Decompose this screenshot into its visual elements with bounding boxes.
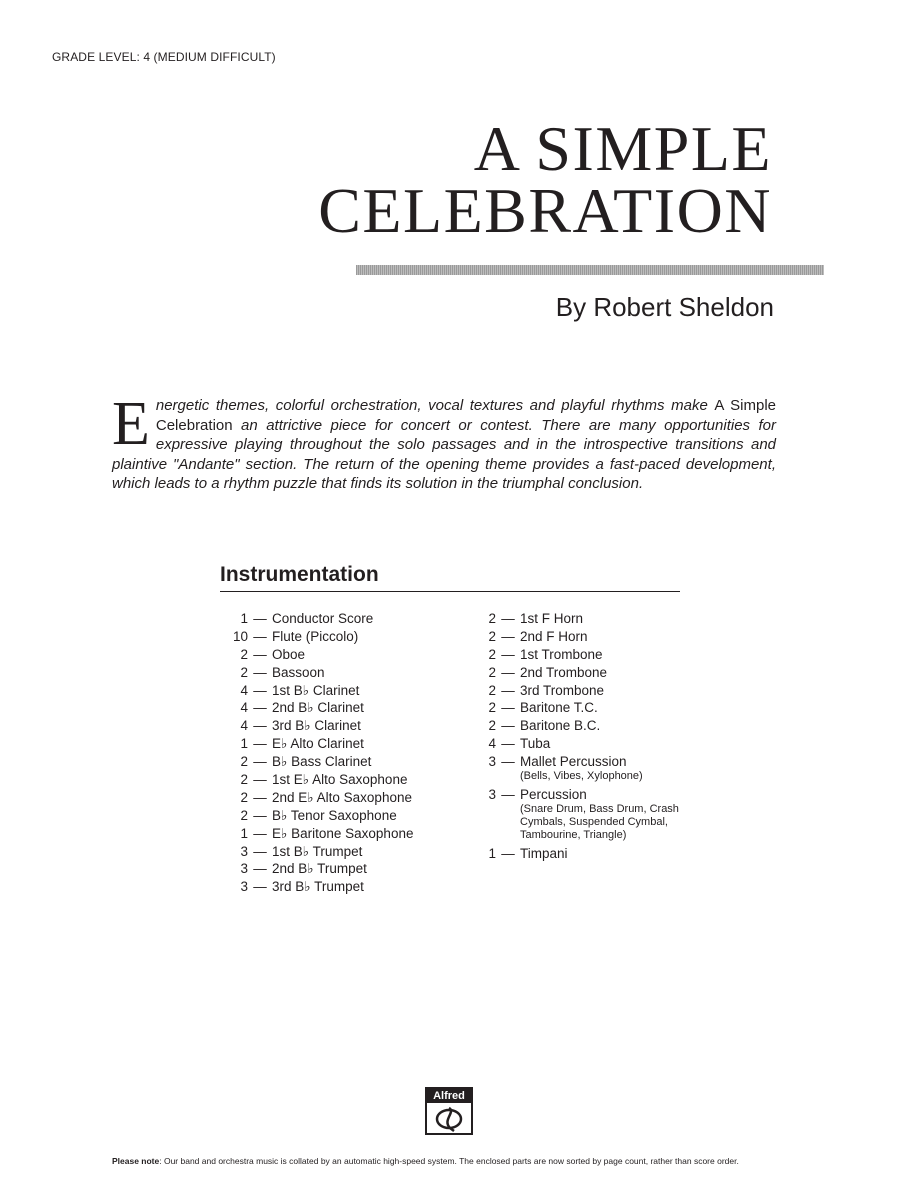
- em-dash: —: [501, 736, 515, 752]
- instrument-quantity: 4: [240, 700, 248, 716]
- page-title: [318, 113, 772, 246]
- em-dash: —: [501, 646, 515, 662]
- em-dash: —: [501, 845, 515, 861]
- instrument-row: [218, 646, 413, 664]
- instrument-name: 2nd F Horn: [520, 628, 588, 644]
- em-dash: —: [253, 807, 267, 823]
- instrument-quantity: 1: [240, 825, 248, 841]
- instrument-quantity: 4: [240, 718, 248, 734]
- em-dash: —: [253, 682, 267, 698]
- instrument-name: E♭ Baritone Saxophone: [272, 825, 414, 841]
- instrument-quantity: 2: [488, 682, 496, 698]
- instrumentation-left-column: [218, 610, 413, 896]
- instrument-quantity: 2: [240, 807, 248, 823]
- instrument-name: 3rd B♭ Trumpet: [272, 879, 364, 895]
- instrument-row: [466, 717, 690, 735]
- instrument-name: Mallet Percussion: [520, 754, 627, 770]
- instrument-quantity: 2: [240, 754, 248, 770]
- instrument-row: [218, 807, 413, 825]
- instrument-row: [466, 664, 690, 682]
- instrument-row: [466, 753, 690, 771]
- em-dash: —: [253, 772, 267, 788]
- instrument-quantity: 2: [240, 772, 248, 788]
- intro-paragraph: [112, 390, 776, 494]
- instrument-quantity: 1: [240, 736, 248, 752]
- instrument-name: Baritone B.C.: [520, 718, 601, 734]
- instrument-quantity: 3: [240, 879, 248, 895]
- instrument-name: 1st Trombone: [520, 646, 603, 662]
- drop-cap: E: [112, 390, 150, 458]
- em-dash: —: [253, 700, 267, 716]
- instrument-name: 1st B♭ Clarinet: [272, 682, 360, 698]
- grade-level: GRADE LEVEL: 4 (MEDIUM DIFFICULT): [52, 50, 276, 64]
- em-dash: —: [253, 843, 267, 859]
- instrument-name: B♭ Tenor Saxophone: [272, 807, 397, 823]
- instrument-note: (Snare Drum, Bass Drum, Crash Cymbals, Suspended Cymbal, Tambourine, Triangle): [520, 802, 679, 841]
- title-rule: [356, 265, 824, 275]
- instrument-row: [466, 699, 690, 717]
- instrument-row: [218, 717, 413, 735]
- instrumentation-heading: Instrumentation: [220, 563, 680, 592]
- instrument-quantity: 10: [232, 628, 248, 644]
- em-dash: —: [501, 664, 515, 680]
- em-dash: —: [253, 879, 267, 895]
- instrument-name: Bassoon: [272, 664, 325, 680]
- instrument-quantity: 2: [488, 700, 496, 716]
- em-dash: —: [501, 787, 515, 803]
- instrument-row: [466, 610, 690, 628]
- instrument-row: [218, 628, 413, 646]
- intro-piece-name: A Simple Celebration: [155, 397, 776, 434]
- instrument-row: [466, 845, 690, 863]
- instrument-row: [218, 735, 413, 753]
- em-dash: —: [253, 861, 267, 877]
- instrument-quantity: 2: [240, 789, 248, 805]
- instrument-row: [218, 843, 413, 861]
- instrument-quantity: 3: [240, 861, 248, 877]
- em-dash: —: [501, 628, 515, 644]
- instrument-quantity: 3: [488, 787, 496, 803]
- author: By Robert Sheldon: [555, 292, 774, 322]
- instrument-row: [466, 786, 690, 804]
- em-dash: —: [253, 736, 267, 752]
- instrument-quantity: 3: [240, 843, 248, 859]
- instrument-quantity: 2: [240, 664, 248, 680]
- em-dash: —: [253, 825, 267, 841]
- instrument-name: E♭ Alto Clarinet: [272, 736, 364, 752]
- publisher-logo-text: Alfred: [427, 1089, 471, 1103]
- em-dash: —: [501, 682, 515, 698]
- instrument-row: [218, 860, 413, 878]
- instrument-row: [218, 771, 413, 789]
- em-dash: —: [253, 754, 267, 770]
- em-dash: —: [253, 718, 267, 734]
- instrument-row: [218, 682, 413, 700]
- instrument-name: Tuba: [520, 736, 551, 752]
- instrument-name: 3rd Trombone: [520, 682, 605, 698]
- instrument-name: Baritone T.C.: [520, 700, 598, 716]
- instrument-row: [218, 878, 413, 896]
- instrument-row: [218, 664, 413, 682]
- instrument-name: 2nd B♭ Trumpet: [272, 861, 367, 877]
- instrument-name: 1st B♭ Trumpet: [272, 843, 363, 859]
- instrument-name: 1st E♭ Alto Saxophone: [272, 772, 408, 788]
- em-dash: —: [501, 700, 515, 716]
- title-line-1: A SIMPLE: [473, 113, 772, 184]
- instrument-quantity: 3: [488, 754, 496, 770]
- instrument-quantity: 2: [488, 646, 496, 662]
- instrument-quantity: 4: [240, 682, 248, 698]
- instrument-name: 2nd Trombone: [520, 664, 608, 680]
- instrument-name: Percussion: [520, 787, 587, 803]
- em-dash: —: [501, 754, 515, 770]
- em-dash: —: [253, 789, 267, 805]
- em-dash: —: [501, 611, 515, 626]
- instrument-quantity: 2: [488, 611, 496, 626]
- footer-note-text: : Our band and orchestra music is collated by an automatic high-speed system. The enclosed parts are now sorted by page count, rather than score order.: [159, 1156, 739, 1166]
- instrument-row: [218, 610, 413, 628]
- instrument-row: [218, 699, 413, 717]
- instrument-name: B♭ Bass Clarinet: [272, 754, 372, 770]
- instrument-row: [218, 753, 413, 771]
- instrument-name: Timpani: [520, 845, 568, 861]
- instrument-row: [466, 735, 690, 753]
- instrument-quantity: 1: [488, 845, 496, 861]
- instrument-quantity: 2: [240, 646, 248, 662]
- intro-text-a: nergetic themes, colorful orchestration, vocal textures and playful rhythms make: [155, 397, 715, 414]
- instrument-name: Conductor Score: [272, 611, 374, 626]
- publisher-logo: [425, 1087, 473, 1135]
- instrument-name: 1st F Horn: [520, 611, 584, 626]
- instrument-name: 3rd B♭ Clarinet: [272, 718, 361, 734]
- title-line-2: CELEBRATION: [318, 175, 772, 246]
- instrument-name: 2nd B♭ Clarinet: [272, 700, 364, 716]
- em-dash: —: [253, 664, 267, 680]
- instrument-row: [466, 646, 690, 664]
- em-dash: —: [253, 628, 267, 644]
- treble-clef-icon: [434, 1106, 464, 1132]
- instrument-note: (Bells, Vibes, Xylophone): [520, 770, 643, 783]
- instrument-name: 2nd E♭ Alto Saxophone: [272, 789, 412, 805]
- em-dash: —: [253, 611, 267, 626]
- instrumentation-right-column: [466, 610, 690, 863]
- footer-note: [112, 1156, 739, 1166]
- instrument-quantity: 2: [488, 628, 496, 644]
- instrument-quantity: 2: [488, 664, 496, 680]
- instrument-name: Flute (Piccolo): [272, 628, 359, 644]
- em-dash: —: [253, 646, 267, 662]
- instrument-quantity: 4: [488, 736, 496, 752]
- instrument-quantity: 1: [240, 611, 248, 626]
- instrument-name: Oboe: [272, 646, 306, 662]
- footer-note-label: Please note: [112, 1156, 160, 1166]
- intro-text-b: an attrictive piece for concert or contest. There are many opportunities for expressive playing throughout the solo passages and in the introspective transitions and plaintive "Andante" section. The return of the opening theme provides a fast-paced development, which leads to a rhythm puzzle that finds its solution in the triumphal conclusion.: [112, 416, 776, 492]
- instrument-row: [466, 628, 690, 646]
- instrument-row: [218, 825, 413, 843]
- em-dash: —: [501, 718, 515, 734]
- instrument-quantity: 2: [488, 718, 496, 734]
- instrument-row: [466, 682, 690, 700]
- instrument-row: [218, 789, 413, 807]
